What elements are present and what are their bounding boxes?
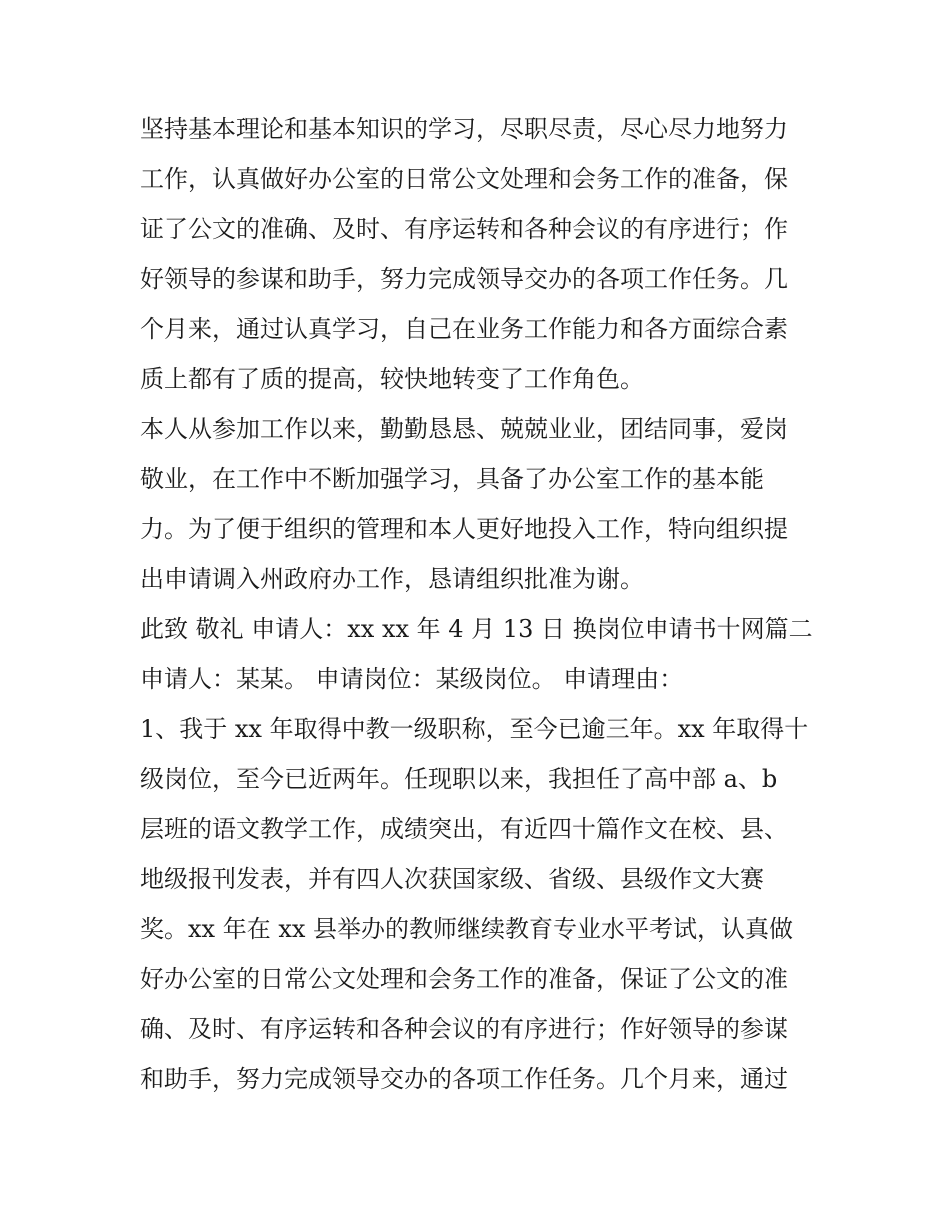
text-line: 力。为了便于组织的管理和本人更好地投入工作，特向组织提 [140,515,788,543]
text-line: 好领导的参谋和助手，努力完成领导交办的各项工作任务。几 [140,265,788,293]
text-line: 本人从参加工作以来，勤勤恳恳、兢兢业业，团结同事，爱岗 [140,415,788,443]
text-line: 证了公文的准确、及时、有序运转和各种会议的有序进行；作 [140,215,788,243]
text-line: 好办公室的日常公文处理和会务工作的准备，保证了公文的准 [140,965,788,993]
text-line: 敬业，在工作中不断加强学习，具备了办公室工作的基本能 [140,465,764,493]
text-line: 层班的语文教学工作，成绩突出，有近四十篇作文在校、县、 [140,815,788,843]
text-line: 确、及时、有序运转和各种会议的有序进行；作好领导的参谋 [140,1015,788,1043]
text-line: 1、我于 xx 年取得中教一级职称，至今已逾三年。xx 年取得十 [140,715,809,743]
text-line: 个月来，通过认真学习，自己在业务工作能力和各方面综合素 [140,315,788,343]
text-line: 此致 敬礼 申请人：xx xx 年 4 月 13 日 换岗位申请书十网篇二 [140,615,813,643]
text-line: 出申请调入州政府办工作，恳请组织批准为谢。 [140,565,644,593]
text-line: 奖。xx 年在 xx 县举办的教师继续教育专业水平考试，认真做 [140,915,794,943]
text-line: 坚持基本理论和基本知识的学习，尽职尽责，尽心尽力地努力 [140,115,788,143]
text-line: 申请人：某某。 申请岗位：某级岗位。 申请理由： [140,665,684,693]
text-line: 质上都有了质的提高，较快地转变了工作角色。 [140,365,644,393]
text-line: 级岗位，至今已近两年。任现职以来，我担任了高中部 a、b [140,765,778,793]
text-line: 工作，认真做好办公室的日常公文处理和会务工作的准备，保 [140,165,788,193]
text-line: 地级报刊发表，并有四人次获国家级、省级、县级作文大赛 [140,865,764,893]
document-body [140,104,820,1104]
text-line: 和助手，努力完成领导交办的各项工作任务。几个月来，通过 [140,1065,788,1093]
